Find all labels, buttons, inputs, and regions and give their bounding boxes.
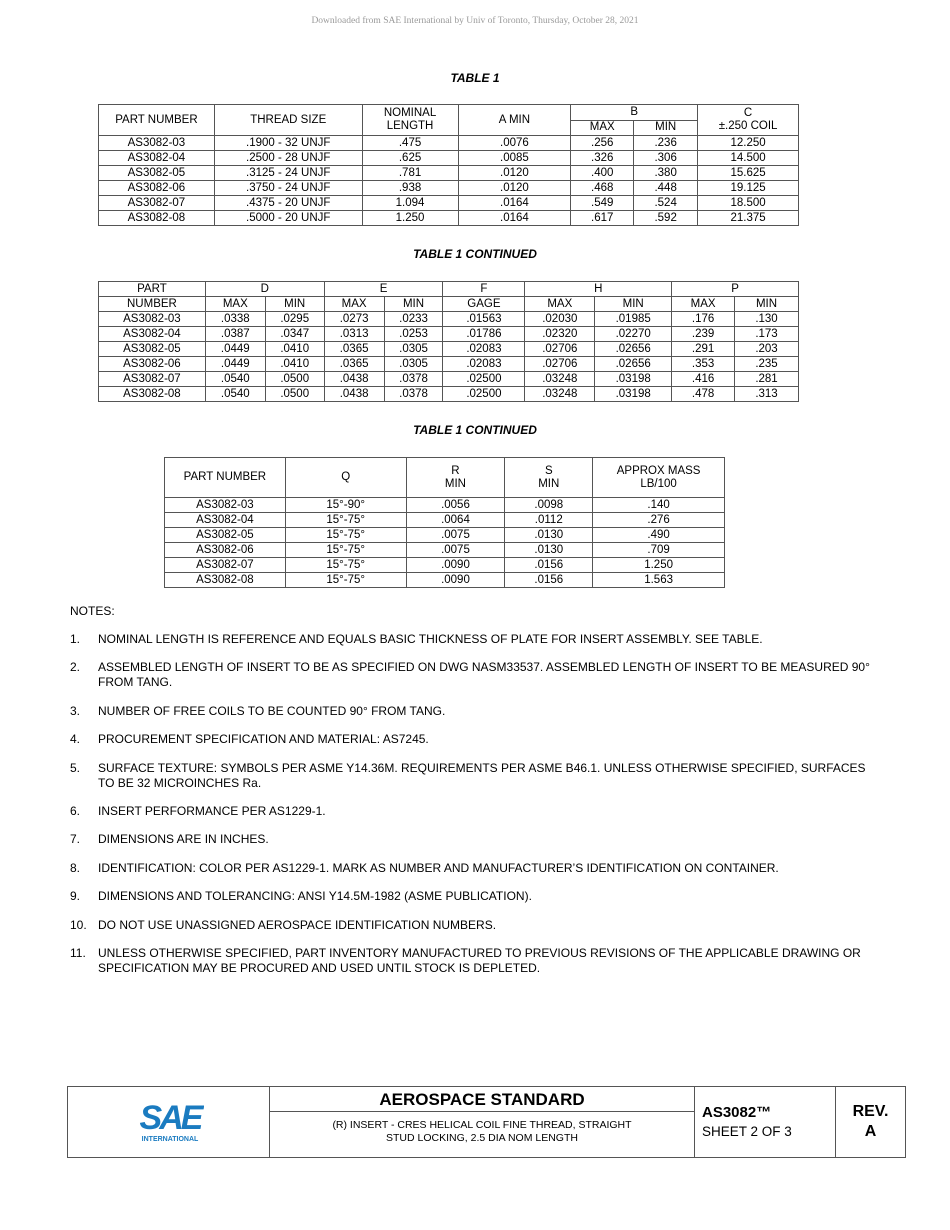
table-cell: .02656: [595, 342, 672, 357]
table-cell: .173: [735, 327, 799, 342]
note-text: NOMINAL LENGTH IS REFERENCE AND EQUALS BASIC THICKNESS OF PLATE FOR INSERT ASSEMBLY. SEE TABLE.: [98, 632, 763, 646]
table-row: [99, 166, 799, 181]
th3-mass-label: APPROX MASS: [616, 464, 701, 477]
table-cell: 1.250: [593, 558, 725, 573]
sae-logo-mark: [136, 1099, 204, 1145]
download-watermark: Downloaded from SAE International by Univ of Toronto, Thursday, October 28, 2021: [311, 16, 639, 26]
table-cell: 15°-75°: [285, 558, 406, 573]
table-row: [165, 573, 725, 588]
th3-s: [505, 458, 593, 498]
th2-f: F: [443, 282, 525, 297]
table-cell: .0076: [458, 136, 571, 151]
table-cell: AS3082-06: [99, 357, 206, 372]
table-cell: .0056: [406, 498, 505, 513]
note-text: DO NOT USE UNASSIGNED AEROSPACE IDENTIFICATION NUMBERS.: [98, 918, 497, 932]
table-cell: 15°-75°: [285, 573, 406, 588]
table-cell: .0233: [384, 312, 443, 327]
table-cell: .0253: [384, 327, 443, 342]
table-cell: .0090: [406, 573, 505, 588]
note-text: ASSEMBLED LENGTH OF INSERT TO BE AS SPECIFIED ON DWG NASM33537. ASSEMBLED LENGTH OF INSERT TO BE MEASURED 90° FROM TANG.: [98, 660, 870, 689]
table-cell: .03248: [525, 387, 595, 402]
table-cell: 12.250: [698, 136, 799, 151]
note-item: [70, 732, 870, 747]
th2-number: NUMBER: [99, 297, 206, 312]
subtitle-line-2: STUD LOCKING, 2.5 DIA NOM LENGTH: [386, 1132, 578, 1144]
th2-h: H: [525, 282, 672, 297]
table-cell: AS3082-04: [99, 327, 206, 342]
document-id: AS3082™: [702, 1104, 772, 1121]
table-row: [165, 558, 725, 573]
table-cell: AS3082-04: [99, 151, 215, 166]
th2-gage: GAGE: [443, 297, 525, 312]
note-text: DIMENSIONS AND TOLERANCING: ANSI Y14.5M-1982 (ASME PUBLICATION).: [98, 889, 532, 903]
table1-body: [99, 136, 799, 226]
th2-h-max: MAX: [525, 297, 595, 312]
table-cell: .0164: [458, 211, 571, 226]
table-cell: .0500: [265, 387, 324, 402]
table3: [164, 457, 725, 588]
note-number: 1.: [70, 632, 81, 646]
table-cell: .475: [362, 136, 458, 151]
table2-body: [99, 312, 799, 402]
table-cell: .0540: [205, 372, 265, 387]
note-text: INSERT PERFORMANCE PER AS1229-1.: [98, 804, 326, 818]
th3-r-label: R: [451, 464, 460, 477]
revision: [835, 1102, 906, 1142]
th3-mass-sub: LB/100: [640, 477, 677, 490]
table-cell: .0120: [458, 166, 571, 181]
table-cell: AS3082-05: [99, 342, 206, 357]
table-cell: .781: [362, 166, 458, 181]
table-cell: .306: [634, 151, 698, 166]
subtitle-line-1: (R) INSERT - CRES HELICAL COIL FINE THREAD, STRAIGHT: [332, 1119, 632, 1131]
table-cell: 15°-75°: [285, 513, 406, 528]
table-cell: .02656: [595, 357, 672, 372]
table-cell: .02706: [525, 357, 595, 372]
table1-caption: TABLE 1: [450, 71, 500, 85]
table3-caption: TABLE 1 CONTINUED: [413, 423, 537, 437]
table-cell: .02500: [443, 372, 525, 387]
th-b-min: MIN: [634, 120, 698, 136]
note-item: [70, 946, 870, 976]
th-b: B: [571, 105, 698, 121]
table-cell: .625: [362, 151, 458, 166]
table-cell: .0156: [505, 558, 593, 573]
th-thread-size: THREAD SIZE: [214, 105, 362, 136]
th2-e-min: MIN: [384, 297, 443, 312]
table-cell: .02270: [595, 327, 672, 342]
table-cell: .281: [735, 372, 799, 387]
note-item: [70, 761, 870, 791]
table-cell: .4375 - 20 UNJF: [214, 196, 362, 211]
note-text: PROCUREMENT SPECIFICATION AND MATERIAL: AS7245.: [98, 732, 429, 746]
th-nominal-length: NOMINAL LENGTH: [362, 105, 458, 136]
table-cell: .478: [672, 387, 735, 402]
table-cell: 1.250: [362, 211, 458, 226]
th2-e-max: MAX: [324, 297, 384, 312]
table-cell: .03198: [595, 372, 672, 387]
table-cell: .0098: [505, 498, 593, 513]
table-cell: .0085: [458, 151, 571, 166]
table-cell: .416: [672, 372, 735, 387]
table-cell: AS3082-03: [99, 312, 206, 327]
table-cell: .01786: [443, 327, 525, 342]
table2: [98, 281, 799, 402]
table-cell: .0295: [265, 312, 324, 327]
note-item: [70, 632, 870, 647]
table-cell: .0500: [265, 372, 324, 387]
note-number: 10.: [70, 918, 87, 932]
table-cell: .0347: [265, 327, 324, 342]
table-cell: AS3082-06: [165, 543, 286, 558]
table-cell: AS3082-05: [165, 528, 286, 543]
table-cell: .2500 - 28 UNJF: [214, 151, 362, 166]
table-row: [99, 136, 799, 151]
note-number: 3.: [70, 704, 81, 718]
th3-mass: [593, 458, 725, 498]
table-cell: .0112: [505, 513, 593, 528]
table-cell: .313: [735, 387, 799, 402]
note-text: UNLESS OTHERWISE SPECIFIED, PART INVENTORY MANUFACTURED TO PREVIOUS REVISIONS OF THE APPLICABLE DRAWING OR SPECIFICATION MAY BE PROCURED AND USED UNTIL STOCK IS DEPLETED.: [98, 946, 861, 975]
table-cell: .0313: [324, 327, 384, 342]
note-item: [70, 889, 870, 904]
table-cell: .448: [634, 181, 698, 196]
title-block: [67, 1086, 906, 1158]
table-cell: 1.563: [593, 573, 725, 588]
note-text: DIMENSIONS ARE IN INCHES.: [98, 832, 269, 846]
table-cell: AS3082-07: [99, 196, 215, 211]
document-type-title: AEROSPACE STANDARD: [379, 1090, 585, 1109]
sheet-number: SHEET 2 OF 3: [702, 1124, 792, 1139]
table-cell: .0410: [265, 357, 324, 372]
table-cell: AS3082-07: [165, 558, 286, 573]
table-cell: .02706: [525, 342, 595, 357]
th3-r: [406, 458, 505, 498]
th-b-max: MAX: [571, 120, 634, 136]
th-a-min: A MIN: [458, 105, 571, 136]
note-number: 8.: [70, 861, 81, 875]
table-cell: .938: [362, 181, 458, 196]
table-cell: 1.094: [362, 196, 458, 211]
notes-heading: NOTES:: [70, 604, 115, 618]
table-cell: AS3082-07: [99, 372, 206, 387]
table-cell: .0273: [324, 312, 384, 327]
note-item: [70, 918, 870, 933]
table2-caption: TABLE 1 CONTINUED: [413, 247, 537, 261]
table-cell: .236: [634, 136, 698, 151]
table-cell: 15°-75°: [285, 543, 406, 558]
table-cell: .01985: [595, 312, 672, 327]
table-cell: .0075: [406, 528, 505, 543]
table-cell: .549: [571, 196, 634, 211]
table-row: [99, 312, 799, 327]
table-cell: AS3082-06: [99, 181, 215, 196]
table-cell: .02500: [443, 387, 525, 402]
table-cell: 15.625: [698, 166, 799, 181]
table-cell: .0449: [205, 342, 265, 357]
th3-part-number: PART NUMBER: [165, 458, 286, 498]
table-cell: .140: [593, 498, 725, 513]
note-number: 6.: [70, 804, 81, 818]
table-cell: .0075: [406, 543, 505, 558]
table-cell: .176: [672, 312, 735, 327]
table-cell: .1900 - 32 UNJF: [214, 136, 362, 151]
table-cell: .592: [634, 211, 698, 226]
table-cell: .02030: [525, 312, 595, 327]
revision-value: A: [864, 1123, 877, 1140]
sae-logo: [136, 1099, 204, 1145]
note-item: [70, 704, 870, 719]
table-cell: .3750 - 24 UNJF: [214, 181, 362, 196]
table-row: [99, 151, 799, 166]
table-cell: AS3082-08: [165, 573, 286, 588]
table-cell: .326: [571, 151, 634, 166]
th3-q: Q: [285, 458, 406, 498]
table-row: [99, 372, 799, 387]
table-cell: 18.500: [698, 196, 799, 211]
table-cell: .01563: [443, 312, 525, 327]
note-number: 4.: [70, 732, 81, 746]
th2-p-min: MIN: [735, 297, 799, 312]
table-cell: .490: [593, 528, 725, 543]
table-cell: .0378: [384, 372, 443, 387]
th3-s-label: S: [544, 464, 553, 477]
table-row: [99, 211, 799, 226]
table-cell: AS3082-03: [165, 498, 286, 513]
table-cell: AS3082-03: [99, 136, 215, 151]
th2-p-max: MAX: [672, 297, 735, 312]
table-cell: .203: [735, 342, 799, 357]
table-cell: .0438: [324, 387, 384, 402]
table-cell: .0164: [458, 196, 571, 211]
note-number: 5.: [70, 761, 81, 775]
table-row: [99, 357, 799, 372]
table1: [98, 104, 799, 226]
th2-d-min: MIN: [265, 297, 324, 312]
th2-h-min: MIN: [595, 297, 672, 312]
table-cell: .0378: [384, 387, 443, 402]
table-cell: .0410: [265, 342, 324, 357]
note-text: SURFACE TEXTURE: SYMBOLS PER ASME Y14.36M. REQUIREMENTS PER ASME B46.1. UNLESS OTHERWISE SPECIFIED, SURFACES TO BE 32 MICROINCHES Ra.: [98, 761, 866, 790]
note-text: NUMBER OF FREE COILS TO BE COUNTED 90° FROM TANG.: [98, 704, 446, 718]
table-cell: .0365: [324, 342, 384, 357]
table-cell: .0540: [205, 387, 265, 402]
table-row: [99, 196, 799, 211]
th3-r-sub: MIN: [444, 477, 466, 490]
table-row: [165, 513, 725, 528]
table-cell: .400: [571, 166, 634, 181]
table-cell: .0365: [324, 357, 384, 372]
note-item: [70, 861, 870, 876]
th2-d: D: [205, 282, 324, 297]
table-cell: .03248: [525, 372, 595, 387]
table-cell: .3125 - 24 UNJF: [214, 166, 362, 181]
table-row: [99, 342, 799, 357]
note-number: 9.: [70, 889, 81, 903]
table-cell: .03198: [595, 387, 672, 402]
th-c-label: C: [743, 107, 753, 119]
table-cell: .0305: [384, 357, 443, 372]
note-text: IDENTIFICATION: COLOR PER AS1229-1. MARK AS NUMBER AND MANUFACTURER’S IDENTIFICATION ON CONTAINER.: [98, 861, 779, 875]
table3-body: [165, 498, 725, 588]
table-row: [165, 543, 725, 558]
table-cell: 15°-75°: [285, 528, 406, 543]
svg-text:INTERNATIONAL: INTERNATIONAL: [141, 1136, 199, 1143]
svg-text:SAE: SAE: [139, 1099, 201, 1137]
table-cell: .02083: [443, 342, 525, 357]
th-c-sub: ±.250 COIL: [718, 120, 778, 132]
th2-part: PART: [99, 282, 206, 297]
table-cell: 21.375: [698, 211, 799, 226]
table-cell: .239: [672, 327, 735, 342]
table-cell: .0438: [324, 372, 384, 387]
table-cell: .5000 - 20 UNJF: [214, 211, 362, 226]
table-cell: .380: [634, 166, 698, 181]
table-cell: .02083: [443, 357, 525, 372]
table-cell: .130: [735, 312, 799, 327]
table-cell: .0305: [384, 342, 443, 357]
note-number: 11.: [70, 946, 86, 960]
table-cell: .468: [571, 181, 634, 196]
table-row: [165, 498, 725, 513]
table-cell: .0090: [406, 558, 505, 573]
table-cell: .709: [593, 543, 725, 558]
note-number: 2.: [70, 660, 81, 674]
table-cell: .256: [571, 136, 634, 151]
table-cell: AS3082-05: [99, 166, 215, 181]
note-item: [70, 804, 870, 819]
table-cell: .235: [735, 357, 799, 372]
table-row: [99, 181, 799, 196]
table-cell: .524: [634, 196, 698, 211]
table-cell: 14.500: [698, 151, 799, 166]
table-cell: AS3082-08: [99, 211, 215, 226]
th2-p: P: [672, 282, 799, 297]
table-cell: .276: [593, 513, 725, 528]
document-subtitle: [270, 1119, 694, 1145]
table-cell: .0130: [505, 528, 593, 543]
table-cell: .0156: [505, 573, 593, 588]
table-cell: .617: [571, 211, 634, 226]
note-item: [70, 832, 870, 847]
table-cell: AS3082-08: [99, 387, 206, 402]
th2-e: E: [324, 282, 443, 297]
table-cell: .0387: [205, 327, 265, 342]
table-cell: .291: [672, 342, 735, 357]
table-cell: .353: [672, 357, 735, 372]
table-row: [99, 387, 799, 402]
th2-d-max: MAX: [205, 297, 265, 312]
table-cell: 15°-90°: [285, 498, 406, 513]
th-c: [698, 105, 799, 136]
table-cell: .0120: [458, 181, 571, 196]
table-cell: 19.125: [698, 181, 799, 196]
th3-s-sub: MIN: [538, 477, 560, 490]
table-cell: .0338: [205, 312, 265, 327]
note-item: [70, 660, 870, 690]
table-cell: AS3082-04: [165, 513, 286, 528]
table-cell: .0064: [406, 513, 505, 528]
table-cell: .0130: [505, 543, 593, 558]
note-number: 7.: [70, 832, 81, 846]
revision-label: REV.: [852, 1103, 889, 1120]
table-cell: .0449: [205, 357, 265, 372]
table-cell: .02320: [525, 327, 595, 342]
table-row: [99, 327, 799, 342]
table-row: [165, 528, 725, 543]
th-part-number: PART NUMBER: [99, 105, 215, 136]
